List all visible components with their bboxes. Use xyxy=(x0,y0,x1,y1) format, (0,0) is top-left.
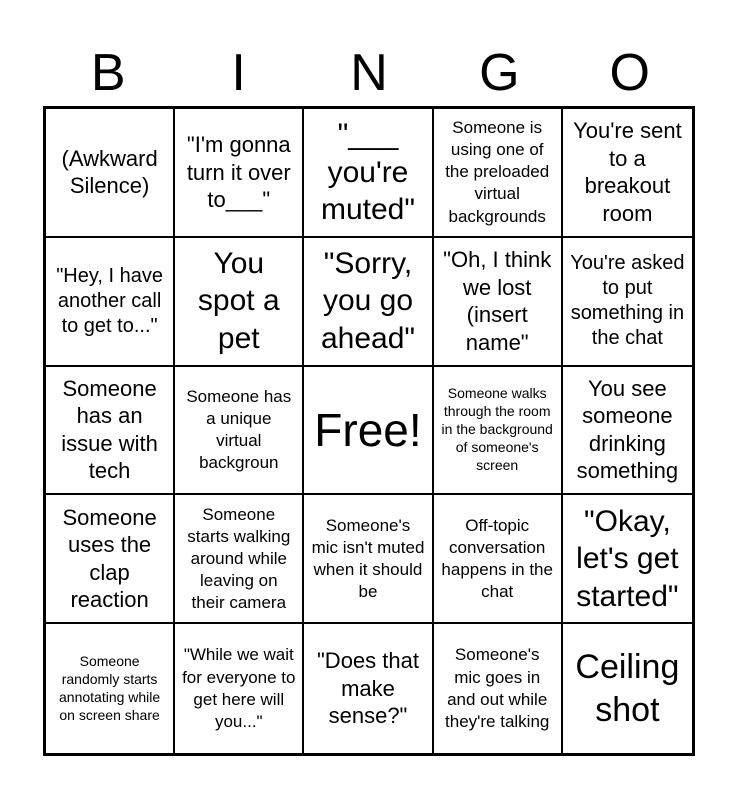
cell-text: You spot a pet xyxy=(197,246,280,355)
bingo-cell[interactable] xyxy=(175,624,304,753)
header-letter-n: N xyxy=(350,44,388,102)
cell-text: Someone randomly starts annotating while on screen share xyxy=(59,652,161,723)
bingo-cell[interactable] xyxy=(46,367,175,496)
cell-text: (Awkward Silence) xyxy=(61,145,158,199)
cell-text: Someone's mic isn't muted when it should be xyxy=(311,515,425,601)
free-space-cell[interactable] xyxy=(304,367,433,496)
bingo-cell[interactable] xyxy=(304,624,433,753)
bingo-cell[interactable] xyxy=(434,367,563,496)
bingo-cell[interactable] xyxy=(46,238,175,367)
cell-text: "While we wait for everyone to get here will you..." xyxy=(182,645,296,731)
bingo-cell[interactable] xyxy=(304,495,433,624)
cell-text: "Hey, I have another call to get to..." xyxy=(56,264,163,337)
bingo-cell[interactable] xyxy=(563,495,692,624)
bingo-cell[interactable] xyxy=(563,367,692,496)
cell-text: "I'm gonna turn it over to___" xyxy=(186,132,291,213)
bingo-header xyxy=(43,40,695,106)
bingo-cell[interactable] xyxy=(175,109,304,238)
bingo-cell[interactable] xyxy=(175,238,304,367)
cell-text: Someone starts walking around while leaving on their camera xyxy=(187,504,291,612)
header-letter-o: O xyxy=(609,44,650,102)
cell-text: Off-topic conversation happens in the chat xyxy=(441,515,553,601)
cell-text: "Okay, let's get started" xyxy=(576,504,679,613)
bingo-cell[interactable] xyxy=(46,624,175,753)
bingo-cell[interactable] xyxy=(563,624,692,753)
bingo-cell[interactable] xyxy=(46,495,175,624)
bingo-cell[interactable] xyxy=(434,495,563,624)
cell-text: Ceiling shot xyxy=(575,648,680,729)
cell-text: You see someone drinking something xyxy=(576,375,679,484)
cell-text: "Does that make sense?" xyxy=(317,648,419,729)
cell-text: Someone uses the clap reaction xyxy=(62,504,157,613)
bingo-cell[interactable] xyxy=(175,495,304,624)
bingo-cell[interactable] xyxy=(304,109,433,238)
bingo-cell[interactable] xyxy=(434,624,563,753)
cell-text: You're sent to a breakout room xyxy=(573,118,682,226)
cell-text: Free! xyxy=(314,403,422,456)
bingo-cell[interactable] xyxy=(175,367,304,496)
bingo-cell[interactable] xyxy=(304,238,433,367)
cell-text: Someone's mic goes in and out while they're talking xyxy=(445,645,550,731)
bingo-board xyxy=(43,106,695,756)
bingo-cell[interactable] xyxy=(434,109,563,238)
cell-text: You're asked to put something in the chat xyxy=(570,252,685,350)
bingo-cell[interactable] xyxy=(46,109,175,238)
header-letter-g: G xyxy=(479,44,520,102)
header-letter-b: B xyxy=(90,44,126,102)
header-letter-i: I xyxy=(231,44,246,102)
bingo-cell[interactable] xyxy=(434,238,563,367)
cell-text: Someone is using one of the preloaded virtual backgrounds xyxy=(445,118,550,226)
cell-text: "Sorry, you go ahead" xyxy=(320,246,416,355)
cell-text: Someone has an issue with tech xyxy=(61,375,158,484)
bingo-cell[interactable] xyxy=(563,238,692,367)
cell-text: "___ you're muted" xyxy=(320,118,415,227)
cell-text: Someone has a unique virtual backgroun xyxy=(186,386,292,473)
cell-text: "Oh, I think we lost (insert name" xyxy=(443,247,552,355)
cell-text: Someone walks through the room in the background of someone's screen xyxy=(441,385,553,473)
bingo-cell[interactable] xyxy=(563,109,692,238)
